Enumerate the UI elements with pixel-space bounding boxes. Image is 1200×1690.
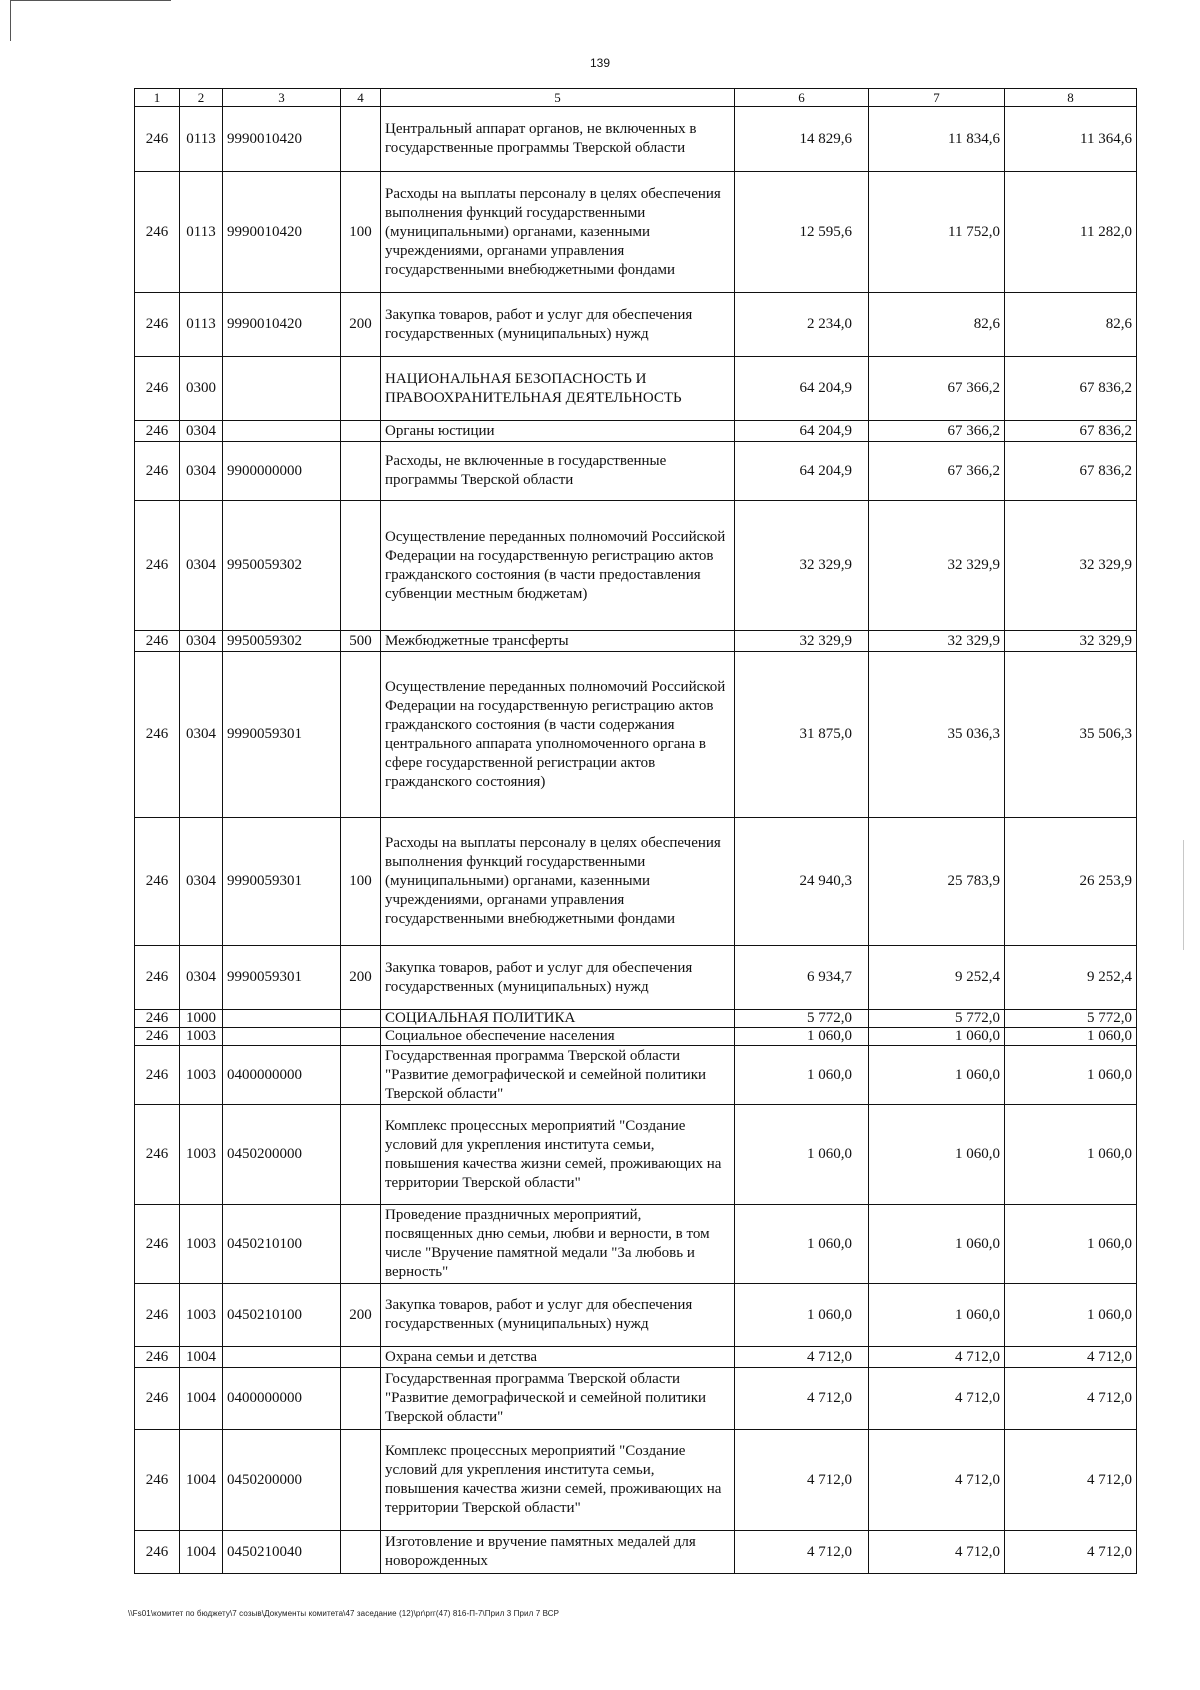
cell-target-code: 9990059301 xyxy=(223,946,341,1010)
cell-amount-year1: 64 204,9 xyxy=(735,442,869,501)
cell-description: Органы юстиции xyxy=(381,421,735,442)
footer-file-path: \\Fs01\комитет по бюджету\7 созыв\Документы комитета\47 заседание (12)\pr\prг(47) 816-П-7\Прил 3 Прил 7 ВСР xyxy=(128,1609,560,1618)
cell-admin-code: 246 xyxy=(135,1028,180,1046)
cell-amount-year3: 1 060,0 xyxy=(1005,1105,1137,1205)
cell-target-code: 9990059301 xyxy=(223,818,341,946)
cell-amount-year3: 4 712,0 xyxy=(1005,1430,1137,1531)
cell-amount-year2: 1 060,0 xyxy=(869,1028,1005,1046)
cell-amount-year2: 67 366,2 xyxy=(869,421,1005,442)
cell-amount-year1: 31 875,0 xyxy=(735,652,869,818)
cell-admin-code: 246 xyxy=(135,1010,180,1028)
cell-target-code: 0450210100 xyxy=(223,1284,341,1347)
cell-amount-year3: 35 506,3 xyxy=(1005,652,1137,818)
cell-amount-year3: 32 329,9 xyxy=(1005,631,1137,652)
cell-section-code: 1003 xyxy=(180,1046,223,1105)
scan-corner-mark xyxy=(10,0,171,41)
cell-admin-code: 246 xyxy=(135,818,180,946)
cell-description: Расходы на выплаты персоналу в целях обеспечения выполнения функций государственными (муниципальными) органами, казенными учреждениями, органами управления государственными внебюджетными фондами xyxy=(381,172,735,293)
cell-admin-code: 246 xyxy=(135,442,180,501)
cell-target-code: 0450200000 xyxy=(223,1105,341,1205)
cell-amount-year3: 1 060,0 xyxy=(1005,1205,1137,1284)
cell-admin-code: 246 xyxy=(135,1105,180,1205)
cell-description: Осуществление переданных полномочий Российской Федерации на государственную регистрацию актов гражданского состояния (в части содержания центрального аппарата уполномоченного органа в сфере государственной регистрации актов гражданского состояния) xyxy=(381,652,735,818)
cell-description: Закупка товаров, работ и услуг для обеспечения государственных (муниципальных) нужд xyxy=(381,1284,735,1347)
cell-target-code: 0450210040 xyxy=(223,1531,341,1574)
cell-expense-type xyxy=(341,1430,381,1531)
cell-admin-code: 246 xyxy=(135,652,180,818)
cell-description: Межбюджетные трансферты xyxy=(381,631,735,652)
cell-section-code: 0300 xyxy=(180,357,223,421)
cell-section-code: 0113 xyxy=(180,172,223,293)
cell-amount-year1: 4 712,0 xyxy=(735,1368,869,1430)
table-row xyxy=(135,172,1137,293)
cell-description: Центральный аппарат органов, не включенных в государственные программы Тверской области xyxy=(381,107,735,172)
cell-target-code: 9950059302 xyxy=(223,501,341,631)
cell-expense-type xyxy=(341,1028,381,1046)
column-header: 3 xyxy=(223,89,341,107)
table-row xyxy=(135,107,1137,172)
cell-expense-type xyxy=(341,501,381,631)
cell-amount-year1: 64 204,9 xyxy=(735,357,869,421)
scan-edge-line xyxy=(1183,840,1184,950)
cell-target-code: 9990059301 xyxy=(223,652,341,818)
cell-amount-year3: 32 329,9 xyxy=(1005,501,1137,631)
cell-admin-code: 246 xyxy=(135,172,180,293)
cell-amount-year2: 11 752,0 xyxy=(869,172,1005,293)
cell-section-code: 0304 xyxy=(180,421,223,442)
cell-expense-type: 100 xyxy=(341,818,381,946)
cell-section-code: 1003 xyxy=(180,1105,223,1205)
cell-amount-year3: 11 364,6 xyxy=(1005,107,1137,172)
cell-expense-type xyxy=(341,442,381,501)
column-header: 6 xyxy=(735,89,869,107)
cell-section-code: 0304 xyxy=(180,652,223,818)
cell-section-code: 0304 xyxy=(180,946,223,1010)
cell-target-code xyxy=(223,1010,341,1028)
cell-amount-year3: 26 253,9 xyxy=(1005,818,1137,946)
cell-amount-year2: 4 712,0 xyxy=(869,1368,1005,1430)
cell-description: Комплекс процессных мероприятий "Создание условий для укрепления института семьи, повышения качества жизни семей, проживающих на территории Тверской области" xyxy=(381,1105,735,1205)
cell-description: НАЦИОНАЛЬНАЯ БЕЗОПАСНОСТЬ И ПРАВООХРАНИТЕЛЬНАЯ ДЕЯТЕЛЬНОСТЬ xyxy=(381,357,735,421)
cell-amount-year2: 32 329,9 xyxy=(869,631,1005,652)
cell-amount-year3: 9 252,4 xyxy=(1005,946,1137,1010)
table-row xyxy=(135,501,1137,631)
cell-section-code: 1003 xyxy=(180,1284,223,1347)
cell-expense-type xyxy=(341,1010,381,1028)
cell-amount-year2: 4 712,0 xyxy=(869,1531,1005,1574)
cell-target-code: 0450200000 xyxy=(223,1430,341,1531)
cell-amount-year1: 12 595,6 xyxy=(735,172,869,293)
cell-amount-year2: 1 060,0 xyxy=(869,1205,1005,1284)
cell-section-code: 0113 xyxy=(180,107,223,172)
cell-amount-year3: 1 060,0 xyxy=(1005,1028,1137,1046)
column-header: 7 xyxy=(869,89,1005,107)
cell-description: СОЦИАЛЬНАЯ ПОЛИТИКА xyxy=(381,1010,735,1028)
table-row xyxy=(135,1046,1137,1105)
table-row xyxy=(135,1284,1137,1347)
cell-admin-code: 246 xyxy=(135,1347,180,1368)
cell-amount-year3: 4 712,0 xyxy=(1005,1347,1137,1368)
table-row xyxy=(135,1347,1137,1368)
cell-expense-type xyxy=(341,421,381,442)
cell-expense-type xyxy=(341,1046,381,1105)
cell-amount-year2: 1 060,0 xyxy=(869,1284,1005,1347)
cell-amount-year2: 5 772,0 xyxy=(869,1010,1005,1028)
cell-expense-type xyxy=(341,107,381,172)
cell-expense-type: 500 xyxy=(341,631,381,652)
cell-expense-type xyxy=(341,1347,381,1368)
cell-target-code: 0400000000 xyxy=(223,1368,341,1430)
cell-section-code: 1004 xyxy=(180,1368,223,1430)
table-row xyxy=(135,357,1137,421)
cell-description: Охрана семьи и детства xyxy=(381,1347,735,1368)
cell-target-code xyxy=(223,1347,341,1368)
cell-description: Государственная программа Тверской области "Развитие демографической и семейной политики Тверской области" xyxy=(381,1046,735,1105)
cell-amount-year2: 11 834,6 xyxy=(869,107,1005,172)
cell-description: Расходы, не включенные в государственные программы Тверской области xyxy=(381,442,735,501)
cell-target-code: 9900000000 xyxy=(223,442,341,501)
cell-amount-year2: 67 366,2 xyxy=(869,357,1005,421)
cell-section-code: 0304 xyxy=(180,442,223,501)
cell-expense-type: 200 xyxy=(341,1284,381,1347)
cell-amount-year1: 32 329,9 xyxy=(735,501,869,631)
cell-amount-year3: 11 282,0 xyxy=(1005,172,1137,293)
cell-expense-type: 100 xyxy=(341,172,381,293)
cell-section-code: 0304 xyxy=(180,818,223,946)
cell-target-code: 9990010420 xyxy=(223,172,341,293)
cell-expense-type xyxy=(341,357,381,421)
cell-description: Социальное обеспечение населения xyxy=(381,1028,735,1046)
cell-admin-code: 246 xyxy=(135,107,180,172)
table-row xyxy=(135,1531,1137,1574)
cell-admin-code: 246 xyxy=(135,357,180,421)
cell-amount-year2: 1 060,0 xyxy=(869,1046,1005,1105)
cell-section-code: 1004 xyxy=(180,1531,223,1574)
cell-amount-year3: 67 836,2 xyxy=(1005,421,1137,442)
cell-expense-type xyxy=(341,1531,381,1574)
cell-amount-year2: 4 712,0 xyxy=(869,1430,1005,1531)
budget-table xyxy=(134,88,1137,1574)
cell-target-code: 0450210100 xyxy=(223,1205,341,1284)
cell-amount-year3: 67 836,2 xyxy=(1005,357,1137,421)
table-header-row xyxy=(135,89,1137,107)
table-row xyxy=(135,1368,1137,1430)
cell-amount-year2: 32 329,9 xyxy=(869,501,1005,631)
cell-amount-year1: 1 060,0 xyxy=(735,1028,869,1046)
column-header: 2 xyxy=(180,89,223,107)
cell-amount-year1: 1 060,0 xyxy=(735,1205,869,1284)
cell-amount-year2: 9 252,4 xyxy=(869,946,1005,1010)
cell-description: Закупка товаров, работ и услуг для обеспечения государственных (муниципальных) нужд xyxy=(381,293,735,357)
cell-target-code xyxy=(223,1028,341,1046)
cell-amount-year2: 67 366,2 xyxy=(869,442,1005,501)
cell-amount-year3: 1 060,0 xyxy=(1005,1046,1137,1105)
cell-section-code: 0113 xyxy=(180,293,223,357)
cell-amount-year2: 25 783,9 xyxy=(869,818,1005,946)
table-row xyxy=(135,1028,1137,1046)
cell-section-code: 0304 xyxy=(180,631,223,652)
cell-admin-code: 246 xyxy=(135,1430,180,1531)
cell-section-code: 1003 xyxy=(180,1205,223,1284)
table-row xyxy=(135,1105,1137,1205)
cell-target-code: 9990010420 xyxy=(223,107,341,172)
cell-target-code: 9990010420 xyxy=(223,293,341,357)
table-body xyxy=(135,107,1137,1574)
cell-amount-year3: 5 772,0 xyxy=(1005,1010,1137,1028)
cell-amount-year1: 5 772,0 xyxy=(735,1010,869,1028)
cell-admin-code: 246 xyxy=(135,293,180,357)
cell-amount-year3: 1 060,0 xyxy=(1005,1284,1137,1347)
cell-description: Расходы на выплаты персоналу в целях обеспечения выполнения функций государственными (муниципальными) органами, казенными учреждениями, органами управления государственными внебюджетными фондами xyxy=(381,818,735,946)
table-row xyxy=(135,442,1137,501)
cell-amount-year1: 14 829,6 xyxy=(735,107,869,172)
cell-expense-type: 200 xyxy=(341,946,381,1010)
cell-amount-year3: 4 712,0 xyxy=(1005,1531,1137,1574)
cell-description: Проведение праздничных мероприятий, посвященных дню семьи, любви и верности, в том числе "Вручение памятной медали "За любовь и верность" xyxy=(381,1205,735,1284)
table-row xyxy=(135,946,1137,1010)
cell-target-code: 9950059302 xyxy=(223,631,341,652)
cell-admin-code: 246 xyxy=(135,421,180,442)
cell-amount-year1: 1 060,0 xyxy=(735,1046,869,1105)
cell-expense-type xyxy=(341,1105,381,1205)
column-header: 4 xyxy=(341,89,381,107)
cell-admin-code: 246 xyxy=(135,501,180,631)
cell-amount-year1: 4 712,0 xyxy=(735,1531,869,1574)
cell-admin-code: 246 xyxy=(135,1368,180,1430)
cell-amount-year3: 82,6 xyxy=(1005,293,1137,357)
table-row xyxy=(135,652,1137,818)
cell-admin-code: 246 xyxy=(135,1046,180,1105)
cell-expense-type: 200 xyxy=(341,293,381,357)
cell-description: Изготовление и вручение памятных медалей для новорожденных xyxy=(381,1531,735,1574)
cell-description: Комплекс процессных мероприятий "Создание условий для укрепления института семьи, повышения качества жизни семей, проживающих на территории Тверской области" xyxy=(381,1430,735,1531)
cell-amount-year2: 82,6 xyxy=(869,293,1005,357)
table-row xyxy=(135,421,1137,442)
column-header: 5 xyxy=(381,89,735,107)
cell-section-code: 1004 xyxy=(180,1347,223,1368)
cell-expense-type xyxy=(341,1205,381,1284)
cell-admin-code: 246 xyxy=(135,1205,180,1284)
cell-description: Закупка товаров, работ и услуг для обеспечения государственных (муниципальных) нужд xyxy=(381,946,735,1010)
table-row xyxy=(135,1430,1137,1531)
cell-amount-year1: 4 712,0 xyxy=(735,1347,869,1368)
cell-section-code: 1004 xyxy=(180,1430,223,1531)
cell-amount-year1: 64 204,9 xyxy=(735,421,869,442)
cell-target-code xyxy=(223,421,341,442)
cell-admin-code: 246 xyxy=(135,631,180,652)
table-row xyxy=(135,1010,1137,1028)
cell-admin-code: 246 xyxy=(135,1531,180,1574)
cell-amount-year1: 24 940,3 xyxy=(735,818,869,946)
cell-target-code xyxy=(223,357,341,421)
cell-amount-year2: 1 060,0 xyxy=(869,1105,1005,1205)
cell-amount-year1: 1 060,0 xyxy=(735,1284,869,1347)
cell-description: Осуществление переданных полномочий Российской Федерации на государственную регистрацию актов гражданского состояния (в части предоставления субвенции местным бюджетам) xyxy=(381,501,735,631)
cell-section-code: 0304 xyxy=(180,501,223,631)
table-row xyxy=(135,631,1137,652)
page-number: 139 xyxy=(589,56,611,70)
cell-expense-type xyxy=(341,1368,381,1430)
cell-expense-type xyxy=(341,652,381,818)
table-row xyxy=(135,818,1137,946)
cell-section-code: 1000 xyxy=(180,1010,223,1028)
cell-amount-year1: 6 934,7 xyxy=(735,946,869,1010)
cell-amount-year3: 67 836,2 xyxy=(1005,442,1137,501)
cell-description: Государственная программа Тверской области "Развитие демографической и семейной политики Тверской области" xyxy=(381,1368,735,1430)
table-row xyxy=(135,293,1137,357)
cell-amount-year1: 1 060,0 xyxy=(735,1105,869,1205)
table-row xyxy=(135,1205,1137,1284)
cell-amount-year3: 4 712,0 xyxy=(1005,1368,1137,1430)
cell-amount-year1: 32 329,9 xyxy=(735,631,869,652)
column-header: 8 xyxy=(1005,89,1137,107)
budget-table-container xyxy=(134,88,1136,1574)
cell-section-code: 1003 xyxy=(180,1028,223,1046)
cell-admin-code: 246 xyxy=(135,946,180,1010)
cell-target-code: 0400000000 xyxy=(223,1046,341,1105)
column-header: 1 xyxy=(135,89,180,107)
cell-admin-code: 246 xyxy=(135,1284,180,1347)
cell-amount-year1: 2 234,0 xyxy=(735,293,869,357)
cell-amount-year1: 4 712,0 xyxy=(735,1430,869,1531)
cell-amount-year2: 35 036,3 xyxy=(869,652,1005,818)
cell-amount-year2: 4 712,0 xyxy=(869,1347,1005,1368)
